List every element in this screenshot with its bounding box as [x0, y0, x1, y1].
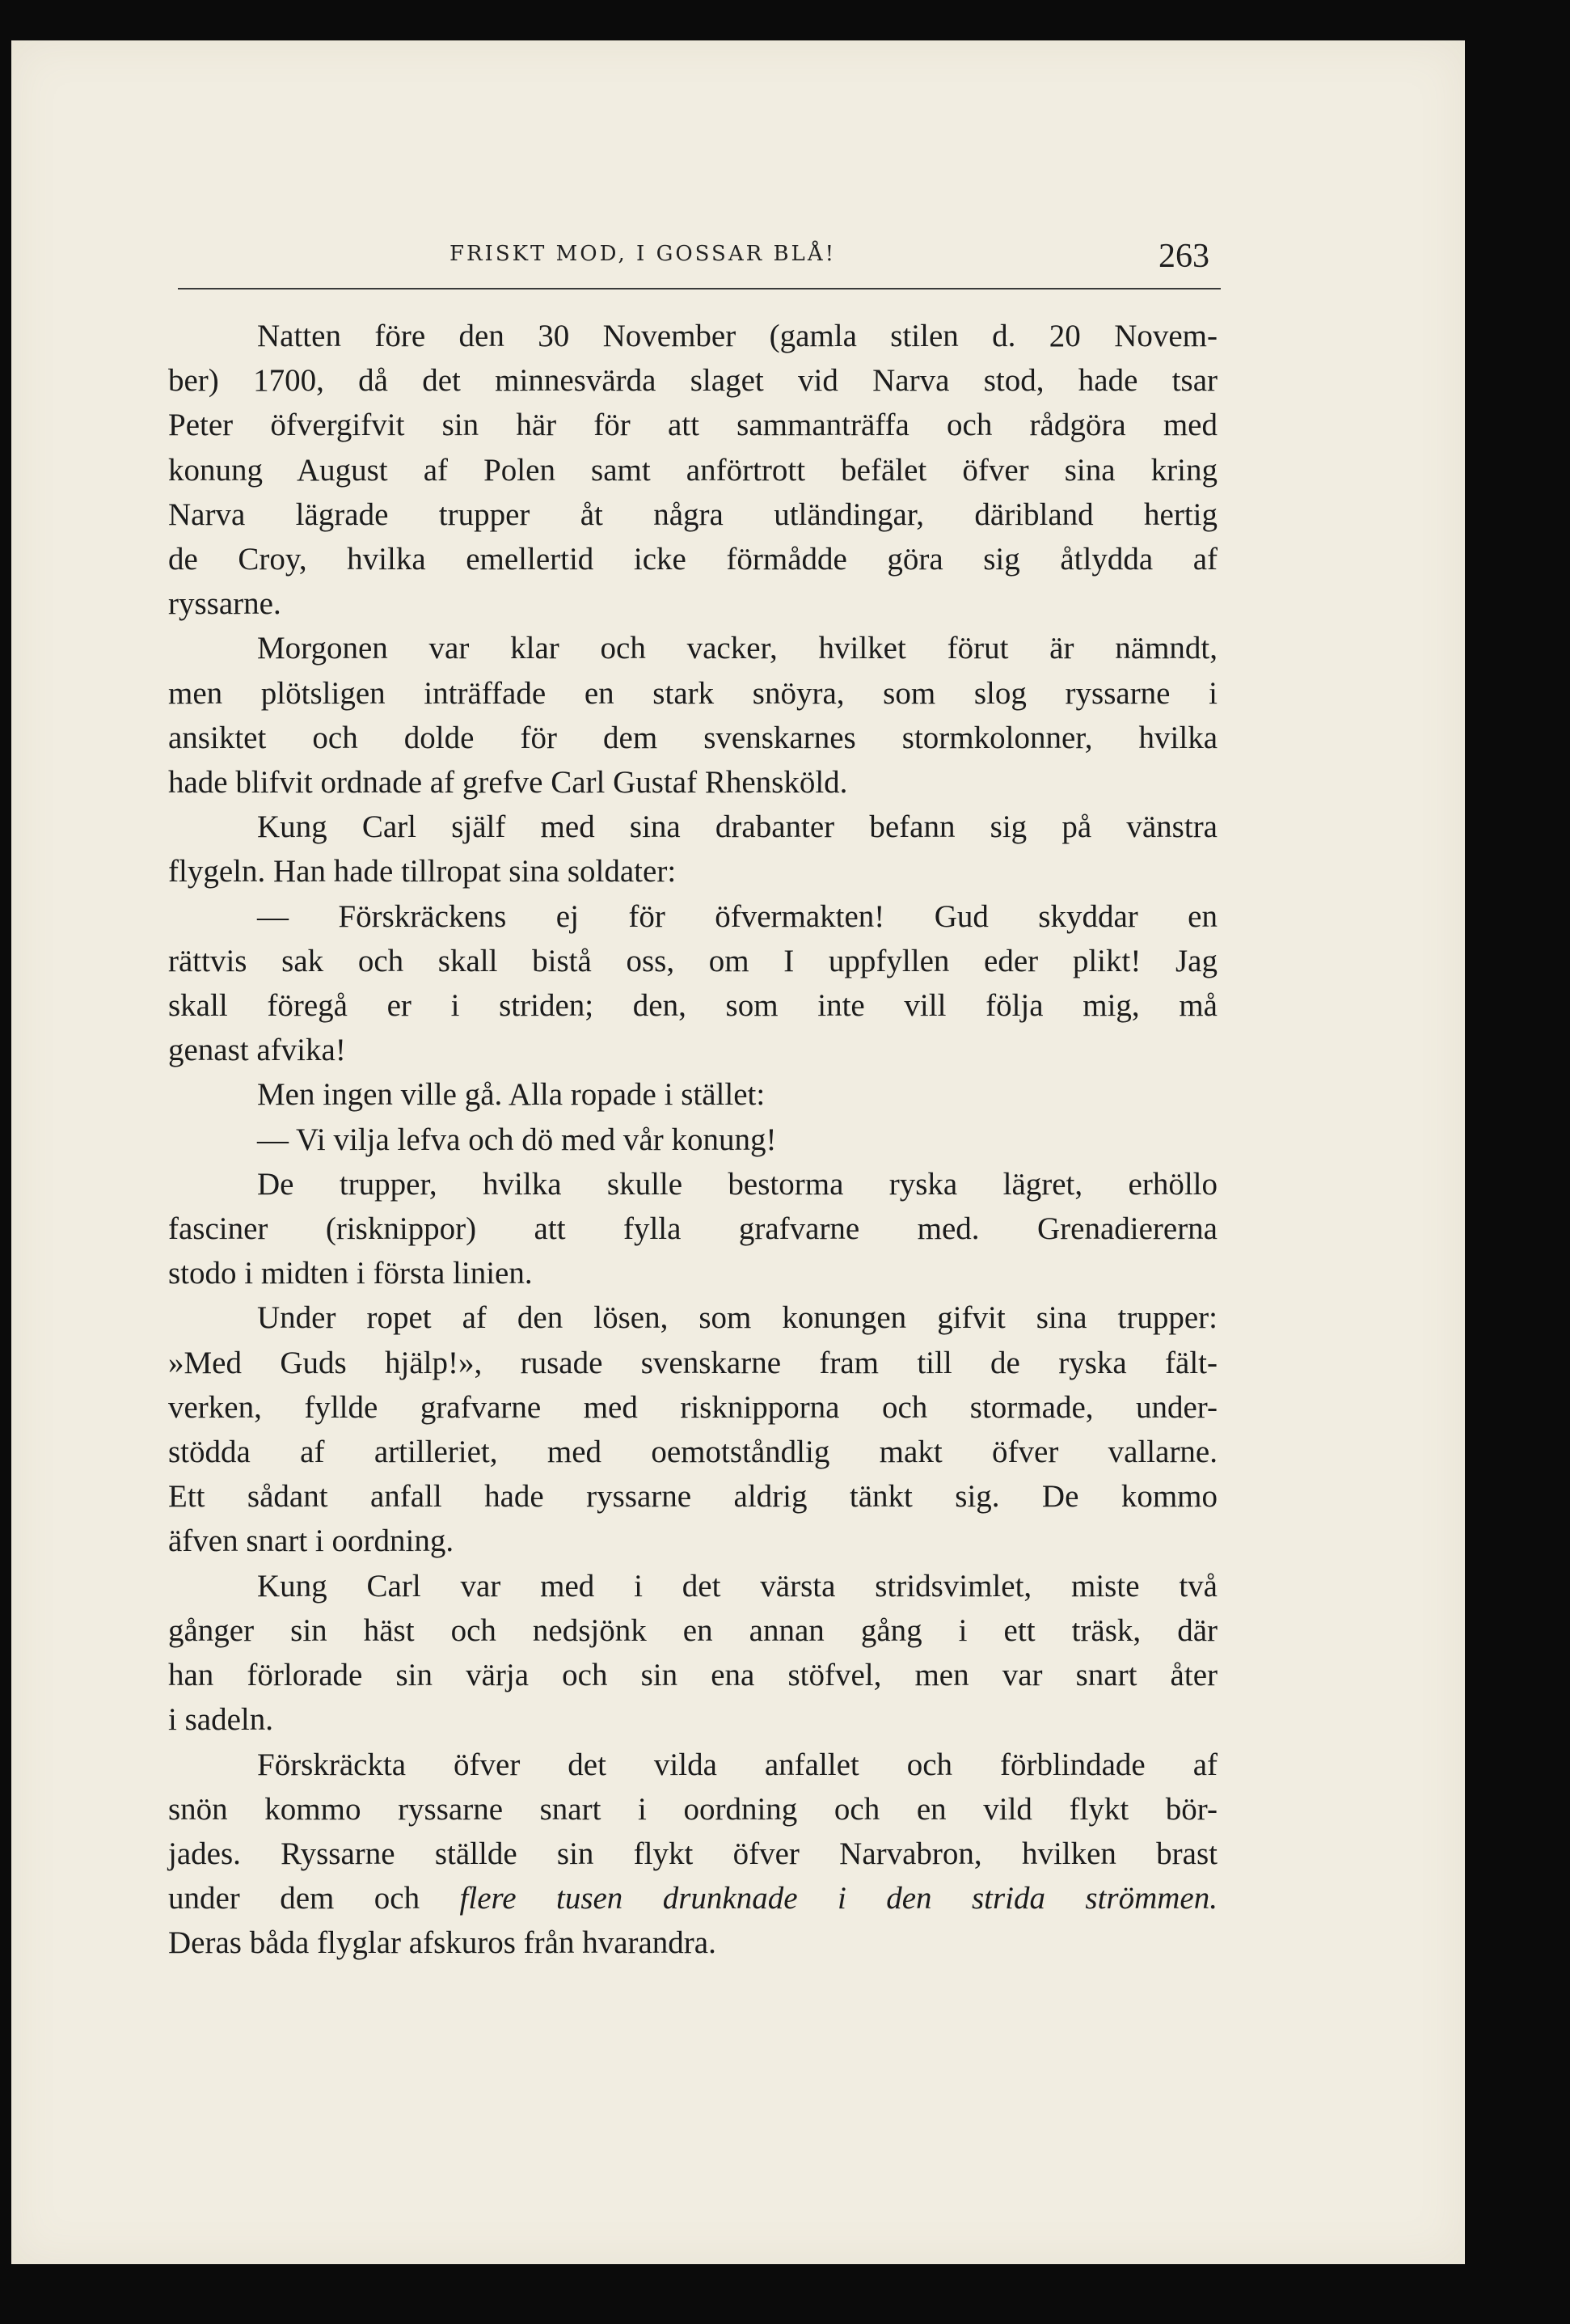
paragraph: [168, 1564, 1218, 1743]
text-line: hade blifvit ordnade af grefve Carl Gustaf Rhensköld.: [168, 765, 848, 801]
text-line: Morgonen var klar och vacker, hvilket förut är nämndt,: [257, 631, 1218, 666]
text-line: han förlorade sin värja och sin ena stöfvel, men var snart åter: [168, 1658, 1218, 1693]
text-line: Natten före den 30 November (gamla stilen d. 20 Novem-: [257, 319, 1218, 353]
page-number: 263: [1159, 238, 1209, 275]
text-line: »Med Guds hjälp!», rusade svenskarne fram till de ryska fält-: [168, 1345, 1218, 1380]
italic-phrase: flere tusen drunknade i den strida strömmen.: [459, 1881, 1218, 1916]
text-line: gånger sin häst och nedsjönk en annan gång i ett träsk, där: [168, 1612, 1218, 1648]
text-line: ansiktet och dolde för dem svenskarnes stormkolonner, hvilka: [168, 720, 1218, 755]
running-head: FRISKT MOD, I GOSSAR BLÅ!: [449, 242, 837, 266]
text-line: verken, fyllde grafvarne med risknipporna och stormade, under-: [168, 1389, 1218, 1425]
text-line: ber) 1700, då det minnesvärda slaget vid Narva stod, hade tsar: [168, 363, 1218, 399]
paragraph: [168, 1162, 1218, 1296]
text-line: Narva lägrade trupper åt några utländingar, däribland hertig: [168, 496, 1218, 532]
text-line: — Vi vilja lefva och dö med vår konung!: [257, 1122, 777, 1157]
text-segment: under dem och: [168, 1881, 460, 1916]
paragraph: [168, 894, 1218, 1073]
header-rule: [178, 288, 1221, 289]
text-line: Under ropet af den lösen, som konungen gifvit sina trupper:: [257, 1300, 1218, 1336]
paragraph: [168, 805, 1218, 894]
text-line: stodo i midten i första linien.: [168, 1256, 533, 1291]
text-line: Kung Carl själf med sina drabanter befann sig på vänstra: [257, 809, 1218, 845]
page-header: [249, 239, 1219, 287]
paragraph: [168, 1118, 1218, 1162]
text-line: i sadeln.: [168, 1702, 273, 1738]
text-line: Peter öfvergifvit sin här för att sammanträffa och rådgöra med: [168, 408, 1218, 443]
text-line: De trupper, hvilka skulle bestorma ryska lägret, erhöllo: [257, 1166, 1218, 1202]
paragraph: [168, 1072, 1218, 1117]
text-line: — Förskräckens ej för öfvermakten! Gud skyddar en: [257, 898, 1218, 934]
text-line: Kung Carl var med i det värsta stridsvimlet, miste två: [257, 1568, 1218, 1604]
text-line: Men ingen ville gå. Alla ropade i stället:: [257, 1077, 766, 1113]
text-line: Ett sådant anfall hade ryssarne aldrig tänkt sig. De kommo: [168, 1479, 1218, 1515]
text-line: flygeln. Han hade tillropat sina soldater:: [168, 854, 677, 889]
text-line: konung August af Polen samt anförtrott befälet öfver sina kring: [168, 452, 1218, 488]
paragraph: [168, 1295, 1218, 1563]
text-line: Deras båda flyglar afskuros från hvarandra.: [168, 1925, 716, 1961]
text-line: jades. Ryssarne ställde sin flykt öfver Narvabron, hvilken brast: [168, 1836, 1218, 1871]
text-line: genast afvika!: [168, 1033, 346, 1068]
text-line: stödda af artilleriet, med oemotståndlig makt öfver vallarne.: [168, 1435, 1218, 1470]
text-line: snön kommo ryssarne snart i oordning och en vild flykt bör-: [168, 1791, 1218, 1827]
text-line: de Croy, hvilka emellertid icke förmådde göra sig åtlydda af: [168, 542, 1218, 577]
text-line: skall föregå er i striden; den, som inte vill följa mig, må: [168, 988, 1218, 1024]
text-line: men plötsligen inträffade en stark snöyra, som slog ryssarne i: [168, 675, 1218, 711]
body-text: [168, 314, 1218, 1966]
paragraph: [168, 626, 1218, 805]
text-line: ryssarne.: [168, 586, 281, 622]
text-line: rättvis sak och skall bistå oss, om I uppfyllen eder plikt! Jag: [168, 943, 1218, 978]
paragraph: [168, 1743, 1218, 1966]
text-line: fasciner (risknippor) att fylla grafvarne med. Grenadiererna: [168, 1211, 1218, 1247]
text-line: äfven snart i oordning.: [168, 1523, 454, 1559]
paragraph: [168, 314, 1218, 626]
text-line: Förskräckta öfver det vilda anfallet och förblindade af: [257, 1747, 1218, 1782]
text-line-with-italic: [168, 1876, 1218, 1920]
